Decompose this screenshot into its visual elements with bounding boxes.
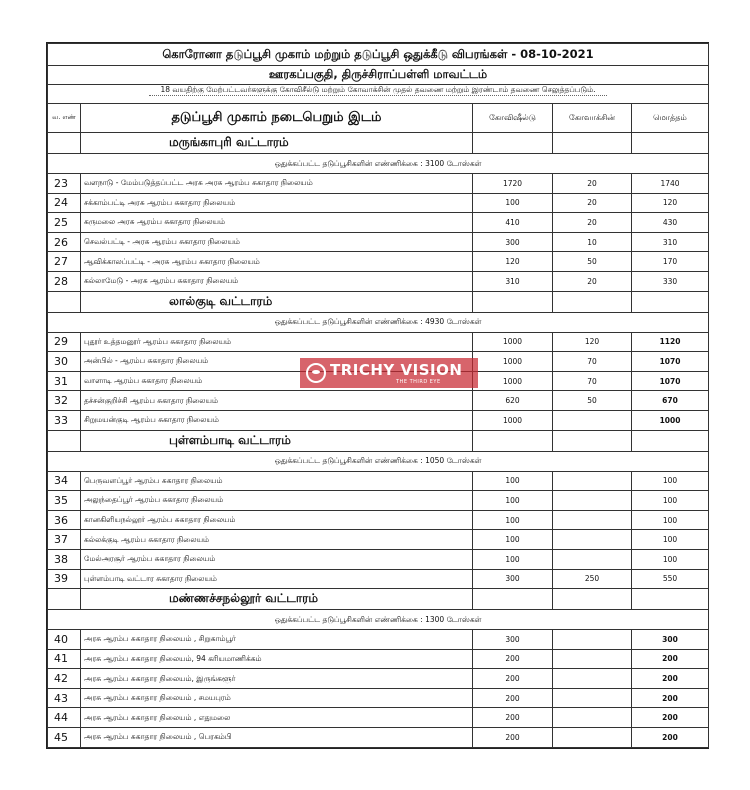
- table-row: [48, 391, 709, 411]
- total-doses: 100: [632, 530, 709, 550]
- covishield-doses: 300: [473, 232, 553, 252]
- serial-number: 39: [48, 569, 81, 589]
- covaxin-doses: 20: [553, 271, 632, 291]
- camp-location: வளநாடு - மேம்படுத்தப்பட்ட அரசு அரசு ஆரம்ப சுகாதார நிலையம்: [81, 174, 473, 194]
- covishield-doses: 1000: [473, 332, 553, 352]
- block-empty-cell: [473, 430, 553, 451]
- allocation-text: ஒதுக்கப்பட்ட தடுப்பூசிகளின் எண்ணிக்கை : 3100 டோஸ்கள்: [48, 154, 709, 174]
- total-doses: 1120: [632, 332, 709, 352]
- header-covaxin: கோவாக்சின்: [553, 104, 632, 133]
- covaxin-doses: [553, 669, 632, 689]
- document-title: கொரோனா தடுப்பூசி முகாம் மற்றும் தடுப்பூசி ஒதுக்கீடு விபரங்கள் - 08-10-2021: [48, 44, 709, 66]
- block-empty-cell: [473, 589, 553, 610]
- covishield-doses: 200: [473, 669, 553, 689]
- serial-number: 25: [48, 213, 81, 233]
- allocation-row: [48, 154, 709, 174]
- covaxin-doses: 120: [553, 332, 632, 352]
- covishield-doses: 100: [473, 471, 553, 491]
- camp-location: அரசு ஆரம்ப சுகாதார நிலையம், 94 கரியமாணிக்கம்: [81, 649, 473, 669]
- serial-number: 38: [48, 549, 81, 569]
- serial-number: 36: [48, 510, 81, 530]
- total-doses: 120: [632, 193, 709, 213]
- table-row: [48, 471, 709, 491]
- total-doses: 1070: [632, 371, 709, 391]
- serial-number: 35: [48, 491, 81, 511]
- table-row: [48, 491, 709, 511]
- table-row: [48, 410, 709, 430]
- covaxin-doses: [553, 688, 632, 708]
- district-subtitle: ஊரகப்பகுதி, திருச்சிராப்பள்ளி மாவட்டம்: [48, 66, 709, 85]
- block-name: மண்ணச்சநல்லூர் வட்டாரம்: [81, 589, 473, 610]
- table-row: [48, 549, 709, 569]
- allocation-text: ஒதுக்கப்பட்ட தடுப்பூசிகளின் எண்ணிக்கை : 4930 டோஸ்கள்: [48, 312, 709, 332]
- block-empty-cell: [632, 291, 709, 312]
- covaxin-doses: [553, 728, 632, 748]
- watermark-title: TRICHY VISION: [330, 361, 463, 379]
- allocation-text: ஒதுக்கப்பட்ட தடுப்பூசிகளின் எண்ணிக்கை : 1050 டோஸ்கள்: [48, 451, 709, 471]
- block-empty-cell: [553, 589, 632, 610]
- block-heading-row: [48, 133, 709, 154]
- camp-location: அரசு ஆரம்ப சுகாதார நிலையம், இருங்களூர்: [81, 669, 473, 689]
- total-doses: 1000: [632, 410, 709, 430]
- covishield-doses: 300: [473, 630, 553, 650]
- table-row: [48, 252, 709, 272]
- covishield-doses: 200: [473, 708, 553, 728]
- allocation-row: [48, 610, 709, 630]
- covishield-doses: 100: [473, 510, 553, 530]
- covishield-doses: 1000: [473, 371, 553, 391]
- table-row: [48, 728, 709, 748]
- total-doses: 100: [632, 491, 709, 511]
- covaxin-doses: 20: [553, 174, 632, 194]
- block-empty-cell: [48, 430, 81, 451]
- covishield-doses: 100: [473, 530, 553, 550]
- total-doses: 100: [632, 549, 709, 569]
- serial-number: 45: [48, 728, 81, 748]
- total-doses: 200: [632, 728, 709, 748]
- camp-location: அரசு ஆரம்ப சுகாதார நிலையம் , பெரகம்பி: [81, 728, 473, 748]
- covaxin-doses: 70: [553, 352, 632, 372]
- table-row: [48, 213, 709, 233]
- covishield-doses: 200: [473, 728, 553, 748]
- block-empty-cell: [48, 133, 81, 154]
- covishield-doses: 1000: [473, 352, 553, 372]
- table-row: [48, 232, 709, 252]
- covishield-doses: 100: [473, 491, 553, 511]
- camp-location: வாளாடி ஆரம்ப சுகாதார நிலையம்: [81, 371, 473, 391]
- covishield-doses: 410: [473, 213, 553, 233]
- total-doses: 100: [632, 510, 709, 530]
- covaxin-doses: 50: [553, 252, 632, 272]
- serial-number: 34: [48, 471, 81, 491]
- covaxin-doses: 10: [553, 232, 632, 252]
- total-doses: 430: [632, 213, 709, 233]
- block-name: புள்ளம்பாடி வட்டாரம்: [81, 430, 473, 451]
- table-row: [48, 669, 709, 689]
- total-doses: 550: [632, 569, 709, 589]
- total-doses: 200: [632, 708, 709, 728]
- eye-logo-icon: [306, 363, 326, 383]
- block-heading-row: [48, 589, 709, 610]
- camp-location: கருமலை அரசு ஆரம்ப சுகாதார நிலையம்: [81, 213, 473, 233]
- header-serial: வ. எண்: [48, 104, 81, 133]
- total-doses: 200: [632, 649, 709, 669]
- table-row: [48, 510, 709, 530]
- watermark-tagline: THE THIRD EYE: [396, 379, 441, 385]
- covishield-doses: 200: [473, 688, 553, 708]
- covishield-doses: 310: [473, 271, 553, 291]
- serial-number: 30: [48, 352, 81, 372]
- block-name: மருங்காபுரி வட்டாரம்: [81, 133, 473, 154]
- total-doses: 1740: [632, 174, 709, 194]
- block-empty-cell: [632, 430, 709, 451]
- table-row: [48, 271, 709, 291]
- serial-number: 33: [48, 410, 81, 430]
- camp-location: புதூர் உத்தமனூர் ஆரம்ப சுகாதார நிலையம்: [81, 332, 473, 352]
- total-doses: 200: [632, 688, 709, 708]
- covaxin-doses: [553, 530, 632, 550]
- covishield-doses: 1000: [473, 410, 553, 430]
- covaxin-doses: [553, 549, 632, 569]
- camp-location: அரசு ஆரம்ப சுகாதார நிலையம் , சமயபுரம்: [81, 688, 473, 708]
- serial-number: 29: [48, 332, 81, 352]
- table-header-row: [48, 104, 709, 133]
- covaxin-doses: [553, 471, 632, 491]
- covaxin-doses: [553, 649, 632, 669]
- block-name: லால்குடி வட்டாரம்: [81, 291, 473, 312]
- covaxin-doses: [553, 630, 632, 650]
- block-empty-cell: [553, 430, 632, 451]
- camp-location: கல்லாமேடு - அரசு ஆரம்ப சுகாதார நிலையம்: [81, 271, 473, 291]
- camp-location: அன்பில் - ஆரம்ப சுகாதார நிலையம்: [81, 352, 473, 372]
- header-place: தடுப்பூசி முகாம் நடைபெறும் இடம்: [81, 104, 473, 133]
- table-row: [48, 174, 709, 194]
- allocation-row: [48, 451, 709, 471]
- camp-location: கானகிளியநல்லூர் ஆரம்ப சுகாதார நிலையம்: [81, 510, 473, 530]
- covaxin-doses: [553, 491, 632, 511]
- serial-number: 43: [48, 688, 81, 708]
- eligibility-note: [48, 85, 709, 104]
- total-doses: 310: [632, 232, 709, 252]
- covaxin-doses: 20: [553, 193, 632, 213]
- camp-location: அரசு ஆரம்ப சுகாதார நிலையம் , சிறுகாம்பூர்: [81, 630, 473, 650]
- table-row: [48, 332, 709, 352]
- covaxin-doses: [553, 410, 632, 430]
- vaccination-schedule-document: [46, 42, 709, 749]
- block-empty-cell: [553, 133, 632, 154]
- block-heading-row: [48, 430, 709, 451]
- covaxin-doses: [553, 510, 632, 530]
- total-doses: 330: [632, 271, 709, 291]
- camp-location: அரசு ஆரம்ப சுகாதார நிலையம் , எதுமலை: [81, 708, 473, 728]
- covaxin-doses: 250: [553, 569, 632, 589]
- serial-number: 41: [48, 649, 81, 669]
- camp-location: மேல்அரசூர் ஆரம்ப சுகாதார நிலையம்: [81, 549, 473, 569]
- allocation-row: [48, 312, 709, 332]
- total-doses: 100: [632, 471, 709, 491]
- table-row: [48, 630, 709, 650]
- camp-location: புள்ளம்பாடி வட்டார சுகாதார நிலையம்: [81, 569, 473, 589]
- block-empty-cell: [473, 133, 553, 154]
- table-row: [48, 569, 709, 589]
- covishield-doses: 200: [473, 649, 553, 669]
- table-row: [48, 708, 709, 728]
- covaxin-doses: 70: [553, 371, 632, 391]
- camp-location: பெருவளப்பூர் ஆரம்ப சுகாதார நிலையம்: [81, 471, 473, 491]
- block-empty-cell: [632, 133, 709, 154]
- serial-number: 44: [48, 708, 81, 728]
- camp-location: தச்சன்குறிச்சி ஆரம்ப சுகாதார நிலையம்: [81, 391, 473, 411]
- header-total: மொத்தம்: [632, 104, 709, 133]
- covaxin-doses: [553, 708, 632, 728]
- serial-number: 24: [48, 193, 81, 213]
- camp-location: அலுந்தைப்பூர் ஆரம்ப சுகாதார நிலையம்: [81, 491, 473, 511]
- cut-off-line: [149, 95, 607, 99]
- serial-number: 37: [48, 530, 81, 550]
- schedule-table: [47, 43, 709, 748]
- serial-number: 31: [48, 371, 81, 391]
- eligibility-note-text: 18 வயதிற்கு மேற்பட்டவர்களுக்கு கோவிசீல்டு மற்றும் கோவாக்சின் முதல் தவணை மற்றும் இரண்டாம் தவணை செலுத்தப்படும்.: [160, 85, 596, 94]
- covishield-doses: 100: [473, 549, 553, 569]
- camp-location: செவல்பட்டி - அரசு ஆரம்ப சுகாதார நிலையம்: [81, 232, 473, 252]
- covaxin-doses: 20: [553, 213, 632, 233]
- allocation-text: ஒதுக்கப்பட்ட தடுப்பூசிகளின் எண்ணிக்கை : 1300 டோஸ்கள்: [48, 610, 709, 630]
- serial-number: 40: [48, 630, 81, 650]
- camp-location: ஆவிக்காலப்பட்டி - அரசு ஆரம்ப சுகாதார நிலையம்: [81, 252, 473, 272]
- block-empty-cell: [48, 291, 81, 312]
- block-empty-cell: [553, 291, 632, 312]
- table-row: [48, 688, 709, 708]
- total-doses: 300: [632, 630, 709, 650]
- covishield-doses: 620: [473, 391, 553, 411]
- total-doses: 1070: [632, 352, 709, 372]
- covishield-doses: 300: [473, 569, 553, 589]
- camp-location: கல்லக்குடி ஆரம்ப சுகாதார நிலையம்: [81, 530, 473, 550]
- covishield-doses: 120: [473, 252, 553, 272]
- total-doses: 200: [632, 669, 709, 689]
- table-row: [48, 193, 709, 213]
- block-heading-row: [48, 291, 709, 312]
- serial-number: 23: [48, 174, 81, 194]
- camp-location: சிறுமயன்குடி ஆரம்ப சுகாதார நிலையம்: [81, 410, 473, 430]
- serial-number: 27: [48, 252, 81, 272]
- total-doses: 670: [632, 391, 709, 411]
- serial-number: 28: [48, 271, 81, 291]
- camp-location: சக்காம்பட்டி அரசு ஆரம்ப சுகாதார நிலையம்: [81, 193, 473, 213]
- header-covishield: கோவிஷீல்டு: [473, 104, 553, 133]
- serial-number: 26: [48, 232, 81, 252]
- block-empty-cell: [48, 589, 81, 610]
- serial-number: 32: [48, 391, 81, 411]
- trichy-vision-watermark: [300, 358, 478, 388]
- total-doses: 170: [632, 252, 709, 272]
- table-row: [48, 649, 709, 669]
- block-empty-cell: [632, 589, 709, 610]
- covishield-doses: 100: [473, 193, 553, 213]
- covishield-doses: 1720: [473, 174, 553, 194]
- block-empty-cell: [473, 291, 553, 312]
- table-row: [48, 530, 709, 550]
- covaxin-doses: 50: [553, 391, 632, 411]
- serial-number: 42: [48, 669, 81, 689]
